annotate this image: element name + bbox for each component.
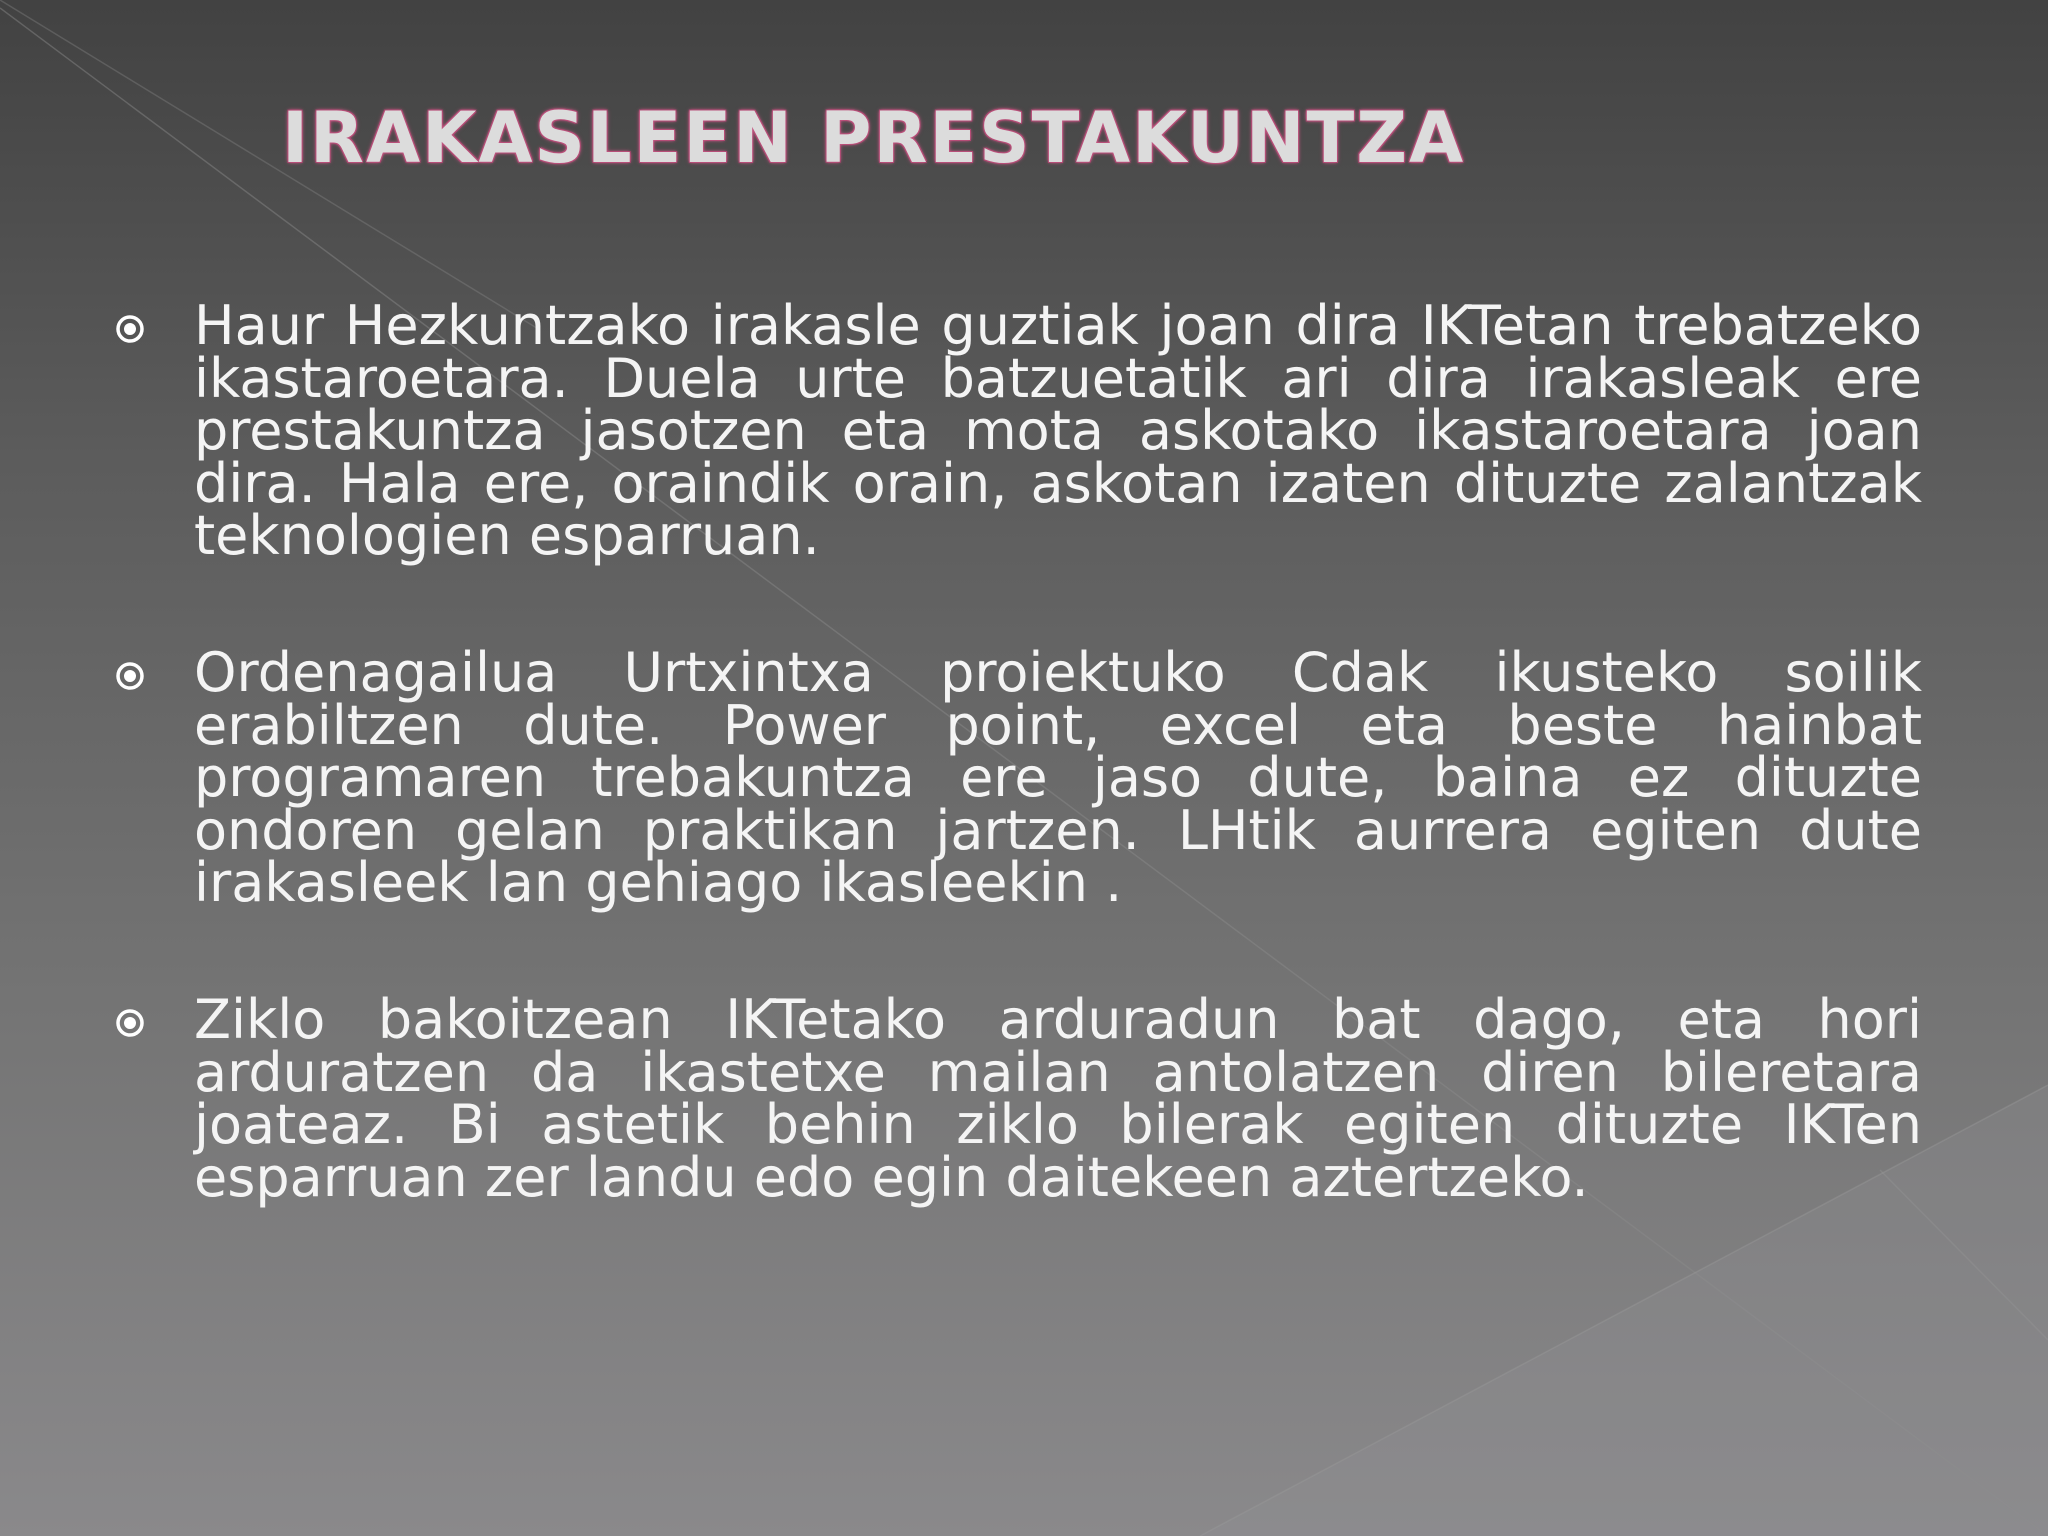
bullet-text: Haur Hezkuntzako irakasle guztiak joan dira IKTetan trebatzeko ikastaroetara. Duela urte batzuetatik ari dira irakasleak ere prestakuntza jasotzen eta mota askotako ikastaroetara joan dira. Hala ere, oraindik orain, askotan izaten dituzte zalantzak teknologien esparruan. (194, 294, 1922, 567)
circled-dot-icon (115, 661, 145, 691)
circled-dot-icon (115, 314, 145, 344)
bullet-text: Ordenagailua Urtxintxa proiektuko Cdak ikusteko soilik erabiltzen dute. Power point, excel eta beste hainbat programaren trebakuntza ere jaso dute, baina ez dituzte ondoren gelan praktikan jartzen. LHtik aurrera egiten dute irakasleek lan gehiago ikasleekin . (194, 641, 1922, 914)
slide-title: IRAKASLEEN PRESTAKUNTZA (282, 97, 1466, 179)
circled-dot-icon (115, 1008, 145, 1038)
bullet-text: Ziklo bakoitzean IKTetako arduradun bat dago, eta hori arduratzen da ikastetxe mailan antolatzen diren bileretara joateaz. Bi astetik behin ziklo bilerak egiten dituzte IKTen esparruan zer landu edo egin daitekeen aztertzeko. (194, 988, 1922, 1209)
